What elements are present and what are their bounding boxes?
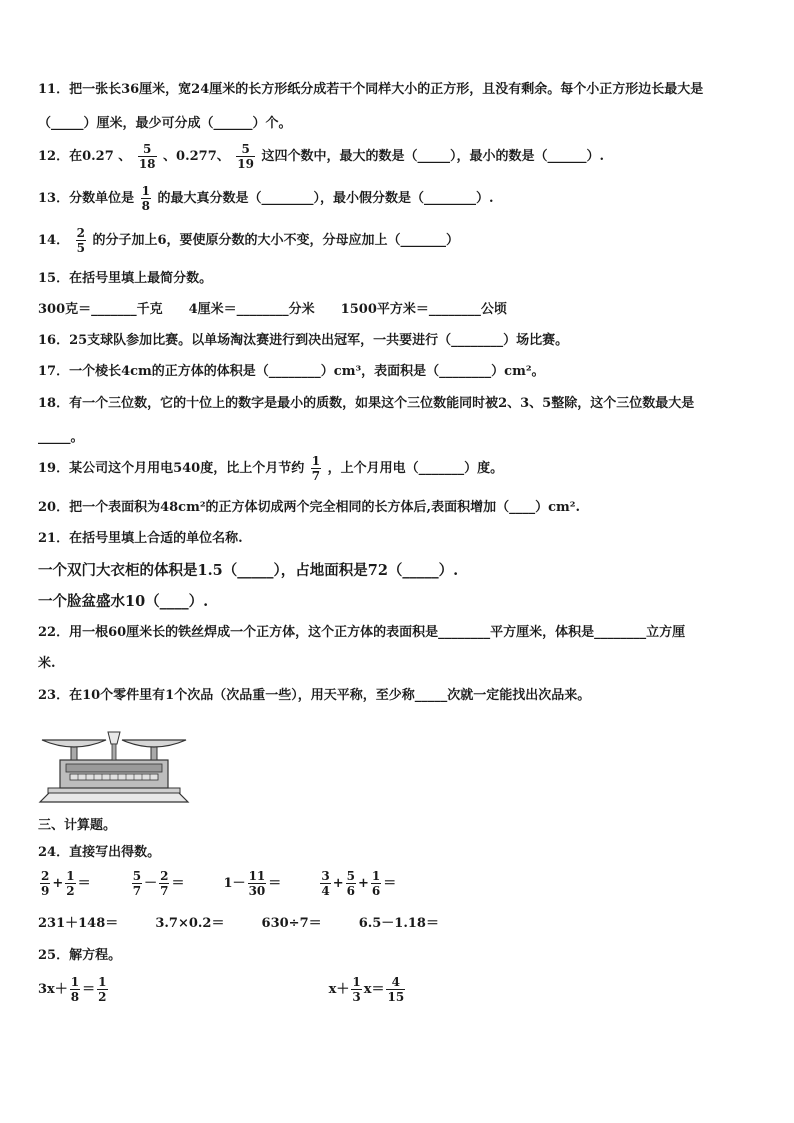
q19 [38, 455, 764, 482]
q25-eq1 [38, 975, 114, 1004]
denominator: 9 [41, 884, 50, 898]
q24-row1 [38, 870, 764, 897]
denominator: 30 [248, 884, 266, 898]
q15-line1: 15．在括号里填上最简分数。 [38, 271, 213, 286]
q21-line2: 一个双门大衣柜的体积是1.5（_____），占地面积是72（_____）. [38, 562, 459, 579]
numerator: 5 [241, 142, 250, 156]
q19-text-a: 19．某公司这个月用电540度，比上个月节约 [38, 461, 305, 476]
numerator: 2 [160, 869, 169, 883]
numerator: 1 [311, 454, 321, 468]
denominator: 4 [321, 884, 330, 898]
q12-fraction-1 [138, 143, 157, 170]
q20: 20．把一个表面积为48cm²的正方体切成两个完全相同的长方体后,表面积增加（____）cm². [38, 500, 580, 515]
q18-line2: _____。 [38, 430, 84, 445]
denominator: 19 [237, 157, 254, 171]
q23: 23．在10个零件里有1个次品（次品重一些），用天平称，至少称_____次就一定能找出次品来。 [38, 688, 591, 703]
q25-equations [38, 976, 764, 1003]
numerator: 1 [371, 869, 381, 883]
numerator: 3 [321, 869, 330, 883]
q24-row2-item: 630÷7＝ [261, 916, 322, 931]
q13-text-b: 的最大真分数是（________），最小假分数是（________）. [157, 191, 494, 206]
balance-scale-icon [38, 728, 190, 808]
denominator: 7 [160, 884, 169, 898]
q17: 17．一个棱长4cm的正方体的体积是（________）cm³，表面积是（________）cm²。 [38, 364, 545, 379]
denominator: 15 [387, 990, 405, 1004]
q22-line1: 22．用一根60厘米长的铁丝焊成一个正方体，这个正方体的表面积是________平方厘米，体积是________立方厘 [38, 625, 686, 640]
q24-row2 [38, 916, 764, 932]
q24-title: 24．直接写出得数。 [38, 845, 161, 860]
q16: 16．25支球队参加比赛。以单场淘汰赛进行到决出冠军，一共要进行（________）场比赛。 [38, 333, 569, 348]
section3-title: 三、计算题。 [38, 818, 117, 833]
q24-expr2 [130, 869, 189, 898]
fraction [159, 870, 169, 897]
q24-row2-item: 231＋148＝ [38, 916, 119, 931]
numerator: 5 [132, 869, 142, 883]
equals: ＝ [82, 982, 96, 997]
q13 [38, 185, 764, 212]
operator: + [332, 876, 344, 891]
denominator: 2 [98, 990, 107, 1004]
numerator: 4 [391, 975, 401, 989]
q24-e3-prefix: 1－ [223, 876, 246, 891]
fraction [97, 976, 107, 1003]
q25-eq2-mid: x＝ [363, 982, 385, 997]
q12-text-b: 、0.277、 [163, 149, 230, 164]
numerator: 1 [141, 184, 150, 198]
q25-eq1-prefix: 3x＋ [38, 982, 68, 997]
denominator: 6 [346, 884, 355, 898]
equals: ＝ [171, 876, 185, 891]
q12-fraction-2 [236, 143, 255, 170]
fraction [70, 976, 80, 1003]
q24-expr1 [38, 869, 95, 898]
q24-expr4 [318, 869, 397, 898]
numerator: 5 [346, 869, 355, 883]
fraction [320, 870, 330, 897]
denominator: 7 [311, 469, 321, 483]
operator: － [144, 876, 158, 891]
q19-fraction [311, 455, 321, 482]
denominator: 8 [70, 990, 80, 1004]
numerator: 11 [248, 869, 266, 883]
fraction [132, 870, 142, 897]
q11-line2: （_____）厘米，最少可分成（______）个。 [38, 116, 292, 131]
equals: ＝ [383, 876, 397, 891]
q15-line2: 300克＝_______千克 4厘米＝________分米 1500平方米＝________公顷 [38, 302, 507, 317]
numerator: 2 [76, 226, 85, 240]
q13-text-a: 13．分数单位是 [38, 191, 135, 206]
numerator: 2 [41, 869, 50, 883]
operator: + [52, 876, 64, 891]
denominator: 8 [141, 199, 150, 213]
denominator: 3 [352, 990, 361, 1004]
fraction [386, 976, 405, 1003]
numerator: 1 [98, 975, 107, 989]
fraction [65, 870, 75, 897]
q22-line2: 米. [38, 656, 56, 671]
q11-line1: 11．把一张长36厘米，宽24厘米的长方形纸分成若干个同样大小的正方形，且没有剩余。每个小正方形边长最大是 [38, 82, 704, 97]
numerator: 1 [66, 869, 75, 883]
fraction [248, 870, 267, 897]
denominator: 6 [371, 884, 381, 898]
fraction [346, 870, 356, 897]
q12-text-c: 这四个数中，最大的数是（_____），最小的数是（______）. [261, 149, 605, 164]
operator: + [357, 876, 369, 891]
q18-line1: 18．有一个三位数，它的十位上的数字是最小的质数，如果这个三位数能同时被2、3、5整除，这个三位数最大是 [38, 396, 695, 411]
denominator: 5 [76, 241, 85, 255]
denominator: 18 [138, 157, 156, 171]
numerator: 1 [70, 975, 80, 989]
numerator: 1 [352, 975, 361, 989]
q25-title: 25．解方程。 [38, 948, 122, 963]
denominator: 7 [132, 884, 142, 898]
q14-fraction [76, 227, 86, 254]
q24-row2-item: 6.5－1.18＝ [358, 916, 439, 931]
fraction [371, 870, 381, 897]
q25-eq2-prefix: x＋ [328, 982, 350, 997]
equals: ＝ [268, 876, 282, 891]
q12-text-a: 12．在0.27 、 [38, 149, 132, 164]
fraction [351, 976, 361, 1003]
q14-text-b: 的分子加上6，要使原分数的大小不变，分母应加上（_______） [92, 233, 460, 248]
q24-expr3 [223, 869, 286, 898]
equals: ＝ [77, 876, 91, 891]
q12 [38, 143, 764, 170]
q24-row2-item: 3.7×0.2＝ [155, 916, 225, 931]
q21-line3: 一个脸盆盛水10（____）. [38, 593, 209, 610]
denominator: 2 [66, 884, 75, 898]
numerator: 5 [142, 142, 152, 156]
q14-text-a: 14． [38, 233, 70, 248]
fraction [40, 870, 50, 897]
q13-fraction [141, 185, 151, 212]
q25-eq2 [328, 975, 408, 1004]
q14 [38, 227, 764, 254]
q21-line1: 21．在括号里填上合适的单位名称. [38, 531, 243, 546]
q19-text-b: ，上个月用电（_______）度。 [327, 461, 504, 476]
